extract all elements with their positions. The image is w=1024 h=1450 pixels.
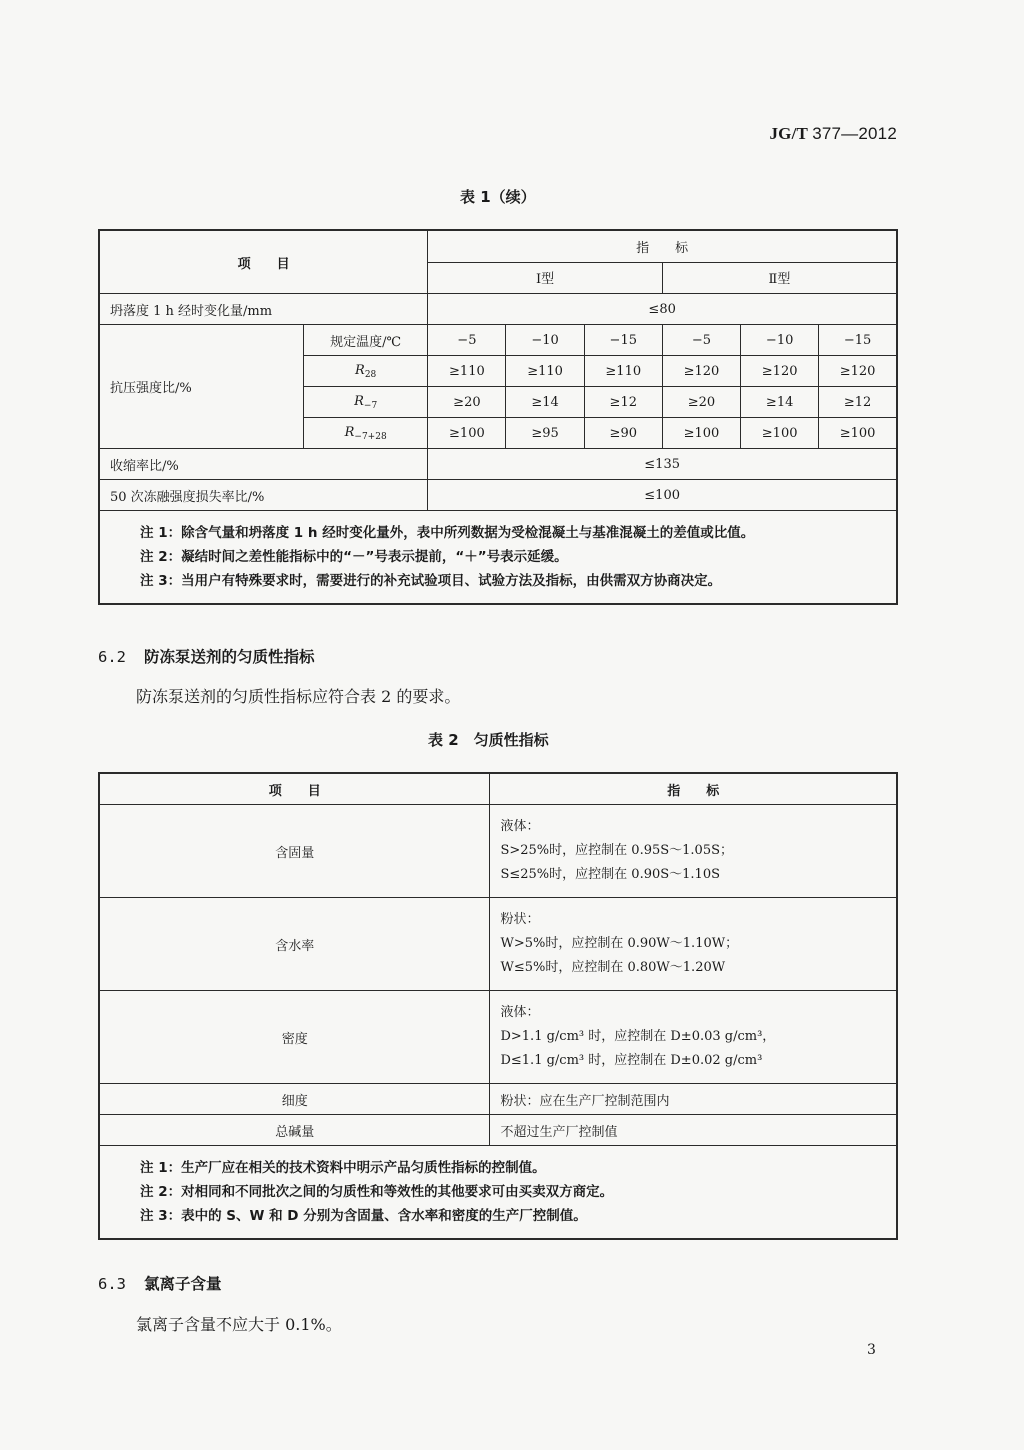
table1-row-shrink [99, 449, 897, 480]
value-line: S>25%时，应控制在 0.95S～1.05S； [500, 843, 733, 858]
section-6-2-heading [98, 645, 315, 667]
table1-cell: −15 [584, 325, 662, 356]
table2-value: 粉状：应在生产厂控制范围内 [490, 1084, 897, 1115]
table1-cell: ≥100 [428, 418, 506, 449]
value-line: D≤1.1 g/cm³ 时，应控制在 D±0.02 g/cm³ [500, 1053, 763, 1068]
table2-value: 不超过生产厂控制值 [490, 1115, 897, 1146]
table1-note: 注 1：除含气量和坍落度 1 h 经时变化量外，表中所列数据为受检混凝土与基准混凝土的差值或比值。 [140, 525, 755, 541]
table1-cell: −15 [819, 325, 897, 356]
table2-row [99, 805, 897, 898]
table2-row [99, 1115, 897, 1146]
table2-note: 注 1：生产厂应在相关的技术资料中明示产品匀质性指标的控制值。 [140, 1160, 546, 1176]
value-line: W≤5%时，应控制在 0.80W～1.20W [500, 960, 726, 975]
table1-row-label: 50 次冻融强度损失率比/% [99, 480, 428, 511]
table1-cell: ≥100 [662, 418, 740, 449]
table1-cell: ≥100 [819, 418, 897, 449]
table1-cell: ≥20 [428, 387, 506, 418]
symbol-r: R [355, 362, 365, 378]
table2-item: 总碱量 [99, 1115, 490, 1146]
table2-note: 注 2：对相同和不同批次之间的匀质性和等效性的其他要求可由买卖双方商定。 [140, 1184, 614, 1200]
table1-symbol [304, 356, 428, 387]
table1-notes [99, 511, 897, 605]
table1-cell: ≥120 [741, 356, 819, 387]
table2-caption: 表 2 匀质性指标 [428, 731, 549, 749]
section-6-3-heading [98, 1272, 222, 1294]
table2-row [99, 991, 897, 1084]
table2-value [490, 898, 897, 991]
table1-notes-cell [99, 511, 897, 605]
table1-cell: ≥120 [662, 356, 740, 387]
table2 [98, 772, 898, 1240]
table1-header-type1: Ⅰ型 [428, 262, 663, 294]
table1-note: 注 2：凝结时间之差性能指标中的“－”号表示提前，“＋”号表示延缓。 [140, 549, 568, 565]
table2-item: 含固量 [99, 805, 490, 898]
table2-row [99, 1084, 897, 1115]
table1-row-value: ≤80 [428, 294, 897, 325]
page-number: 3 [867, 1342, 876, 1358]
table1-cell: ≥14 [506, 387, 584, 418]
standard-code [769, 124, 897, 144]
table1-symbol [304, 387, 428, 418]
table1-row-label: 收缩率比/% [99, 449, 428, 480]
value-line: W>5%时，应控制在 0.90W～1.10W； [500, 936, 739, 951]
table1-symbol [304, 418, 428, 449]
symbol-r: R [344, 424, 355, 440]
table2-value [490, 805, 897, 898]
value-line: 液体： [500, 1005, 540, 1020]
table1-cell: ≥100 [741, 418, 819, 449]
table1-caption: 表 1（续） [460, 188, 536, 206]
table1-row-slump [99, 294, 897, 325]
table1-row-value: ≤135 [428, 449, 897, 480]
table1-cell: ≥110 [428, 356, 506, 387]
section-title: 氯离子含量 [144, 1275, 222, 1293]
table1-row-label: 坍落度 1 h 经时变化量/mm [99, 294, 428, 325]
table1-compressive-label: 抗压强度比/% [99, 325, 304, 449]
table1-row-temperature [99, 325, 897, 356]
table2-header-item: 项 目 [99, 773, 490, 805]
table2-value [490, 991, 897, 1084]
table1-cell: ≥110 [584, 356, 662, 387]
table1-cell: ≥14 [741, 387, 819, 418]
section-6-2-paragraph: 防冻泵送剂的匀质性指标应符合表 2 的要求。 [136, 687, 461, 706]
symbol-subscript: −7 [363, 400, 378, 411]
table2-notes [99, 1146, 897, 1240]
table1-header-item: 项 目 [99, 230, 428, 294]
value-line: 液体： [500, 819, 540, 834]
standard-code-number: 377—2012 [812, 124, 897, 143]
table1-header-indicator: 指 标 [428, 230, 897, 262]
section-title: 防冻泵送剂的匀质性指标 [144, 648, 315, 666]
table2-item: 含水率 [99, 898, 490, 991]
table1-row-value: ≤100 [428, 480, 897, 511]
symbol-r: R [354, 393, 364, 409]
value-line: 粉状： [500, 912, 540, 927]
table2-header [99, 773, 897, 805]
standard-code-prefix: JG/T [769, 124, 808, 143]
table2-row [99, 898, 897, 991]
table1-temp-label: 规定温度/℃ [304, 325, 428, 356]
value-line: D>1.1 g/cm³ 时，应控制在 D±0.03 g/cm³， [500, 1029, 776, 1044]
table1-cell: −10 [506, 325, 584, 356]
section-number: 6.3 [98, 1275, 126, 1293]
table1-cell: ≥110 [506, 356, 584, 387]
symbol-subscript: −7+28 [354, 431, 387, 442]
section-6-3-paragraph: 氯离子含量不应大于 0.1%。 [136, 1315, 342, 1334]
table1-cell: ≥95 [506, 418, 584, 449]
table2-item: 细度 [99, 1084, 490, 1115]
table1-cell: ≥12 [819, 387, 897, 418]
table1-cell: −10 [741, 325, 819, 356]
table1-cell: ≥120 [819, 356, 897, 387]
table1 [98, 229, 898, 605]
table1-cell: ≥90 [584, 418, 662, 449]
table1-cell: −5 [662, 325, 740, 356]
table1-cell: ≥12 [584, 387, 662, 418]
table2-notes-cell [99, 1146, 897, 1240]
table1-header-type2: Ⅱ型 [662, 262, 897, 294]
table2-item: 密度 [99, 991, 490, 1084]
table1-cell: −5 [428, 325, 506, 356]
value-line: S≤25%时，应控制在 0.90S～1.10S [500, 867, 720, 882]
table1-row-freeze [99, 480, 897, 511]
symbol-subscript: 28 [364, 369, 377, 380]
table1-note: 注 3：当用户有特殊要求时，需要进行的补充试验项目、试验方法及指标，由供需双方协商决定。 [140, 573, 722, 589]
table1-cell: ≥20 [662, 387, 740, 418]
table2-header-indicator: 指 标 [490, 773, 897, 805]
section-number: 6.2 [98, 648, 126, 666]
table2-note: 注 3：表中的 S、W 和 D 分别为含固量、含水率和密度的生产厂控制值。 [140, 1208, 587, 1224]
